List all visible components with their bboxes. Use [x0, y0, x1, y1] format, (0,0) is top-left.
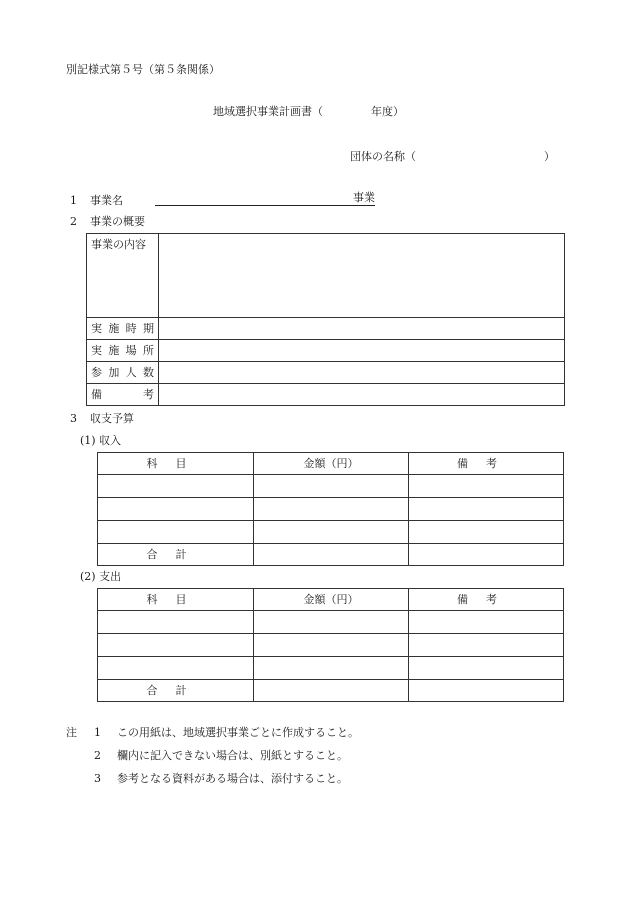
expense-cell-item[interactable] — [98, 657, 254, 680]
expense-label: (2) 支出 — [80, 570, 122, 583]
org-name-suffix: ） — [544, 150, 555, 163]
expense-table — [97, 588, 564, 702]
overview-table — [86, 233, 565, 406]
overview-label-content: 事業の内容 — [87, 234, 159, 318]
expense-total-amount[interactable] — [254, 680, 409, 702]
overview-label-remarks: 備考 — [87, 384, 159, 406]
notes-heading: 注 — [66, 726, 77, 739]
expense-cell-remarks[interactable] — [409, 611, 564, 634]
income-total-row — [98, 544, 564, 566]
section3-label: 収支予算 — [90, 412, 134, 425]
income-total-remarks[interactable] — [409, 544, 564, 566]
overview-value-period[interactable] — [159, 318, 565, 340]
income-header-item: 科目 — [98, 453, 254, 475]
expense-header-remarks: 備考 — [409, 589, 564, 611]
expense-cell-amount[interactable] — [254, 657, 409, 680]
income-row — [98, 498, 564, 521]
overview-label-place: 実施場所 — [87, 340, 159, 362]
section3-number: 3 — [70, 412, 77, 425]
expense-row — [98, 634, 564, 657]
expense-header-row — [98, 589, 564, 611]
income-total-label: 合計 — [98, 544, 254, 566]
income-cell-amount[interactable] — [254, 475, 409, 498]
income-cell-amount[interactable] — [254, 521, 409, 544]
section2-number: 2 — [70, 215, 77, 228]
income-row — [98, 521, 564, 544]
expense-cell-item[interactable] — [98, 634, 254, 657]
document-title-main: 地域選択事業計画書（ — [213, 105, 323, 118]
note-number: 2 — [94, 749, 101, 762]
income-table — [97, 452, 564, 566]
note-number: 1 — [94, 726, 101, 739]
income-cell-remarks[interactable] — [409, 521, 564, 544]
form-id: 別記様式第５号（第５条関係） — [66, 63, 220, 76]
overview-row-period — [87, 318, 565, 340]
income-header-amount: 金額（円） — [254, 453, 409, 475]
overview-row-remarks — [87, 384, 565, 406]
org-name-prefix: 団体の名称（ — [350, 150, 416, 163]
overview-value-remarks[interactable] — [159, 384, 565, 406]
overview-row-place — [87, 340, 565, 362]
org-name-line — [350, 150, 555, 164]
income-total-amount[interactable] — [254, 544, 409, 566]
project-name-field[interactable] — [155, 191, 375, 206]
income-cell-item[interactable] — [98, 498, 254, 521]
note-number: 3 — [94, 772, 101, 785]
project-name-suffix: 事業 — [353, 191, 375, 204]
overview-row-participants — [87, 362, 565, 384]
expense-total-label: 合計 — [98, 680, 254, 702]
expense-header-amount: 金額（円） — [254, 589, 409, 611]
expense-cell-item[interactable] — [98, 611, 254, 634]
overview-value-content[interactable] — [159, 234, 565, 318]
section2-label: 事業の概要 — [90, 215, 145, 228]
overview-row-content — [87, 234, 565, 318]
expense-header-item: 科目 — [98, 589, 254, 611]
expense-row — [98, 657, 564, 680]
document-title-year: 年度） — [371, 105, 404, 118]
note-text: 欄内に記入できない場合は、別紙とすること。 — [117, 749, 348, 762]
expense-cell-remarks[interactable] — [409, 634, 564, 657]
income-header-remarks: 備考 — [409, 453, 564, 475]
expense-cell-amount[interactable] — [254, 634, 409, 657]
expense-total-remarks[interactable] — [409, 680, 564, 702]
income-header-row — [98, 453, 564, 475]
income-cell-item[interactable] — [98, 475, 254, 498]
section1-number: 1 — [70, 194, 77, 207]
note-text: この用紙は、地域選択事業ごとに作成すること。 — [117, 726, 359, 739]
income-label: (1) 収入 — [80, 434, 122, 447]
expense-cell-amount[interactable] — [254, 611, 409, 634]
expense-cell-remarks[interactable] — [409, 657, 564, 680]
income-row — [98, 475, 564, 498]
section1-label: 事業名 — [90, 194, 123, 207]
income-cell-remarks[interactable] — [409, 498, 564, 521]
expense-total-row — [98, 680, 564, 702]
document-title — [213, 105, 404, 119]
income-cell-item[interactable] — [98, 521, 254, 544]
overview-label-participants: 参加人数 — [87, 362, 159, 384]
overview-value-place[interactable] — [159, 340, 565, 362]
expense-row — [98, 611, 564, 634]
income-cell-remarks[interactable] — [409, 475, 564, 498]
income-cell-amount[interactable] — [254, 498, 409, 521]
overview-label-period: 実施時期 — [87, 318, 159, 340]
overview-value-participants[interactable] — [159, 362, 565, 384]
note-text: 参考となる資料がある場合は、添付すること。 — [117, 772, 348, 785]
